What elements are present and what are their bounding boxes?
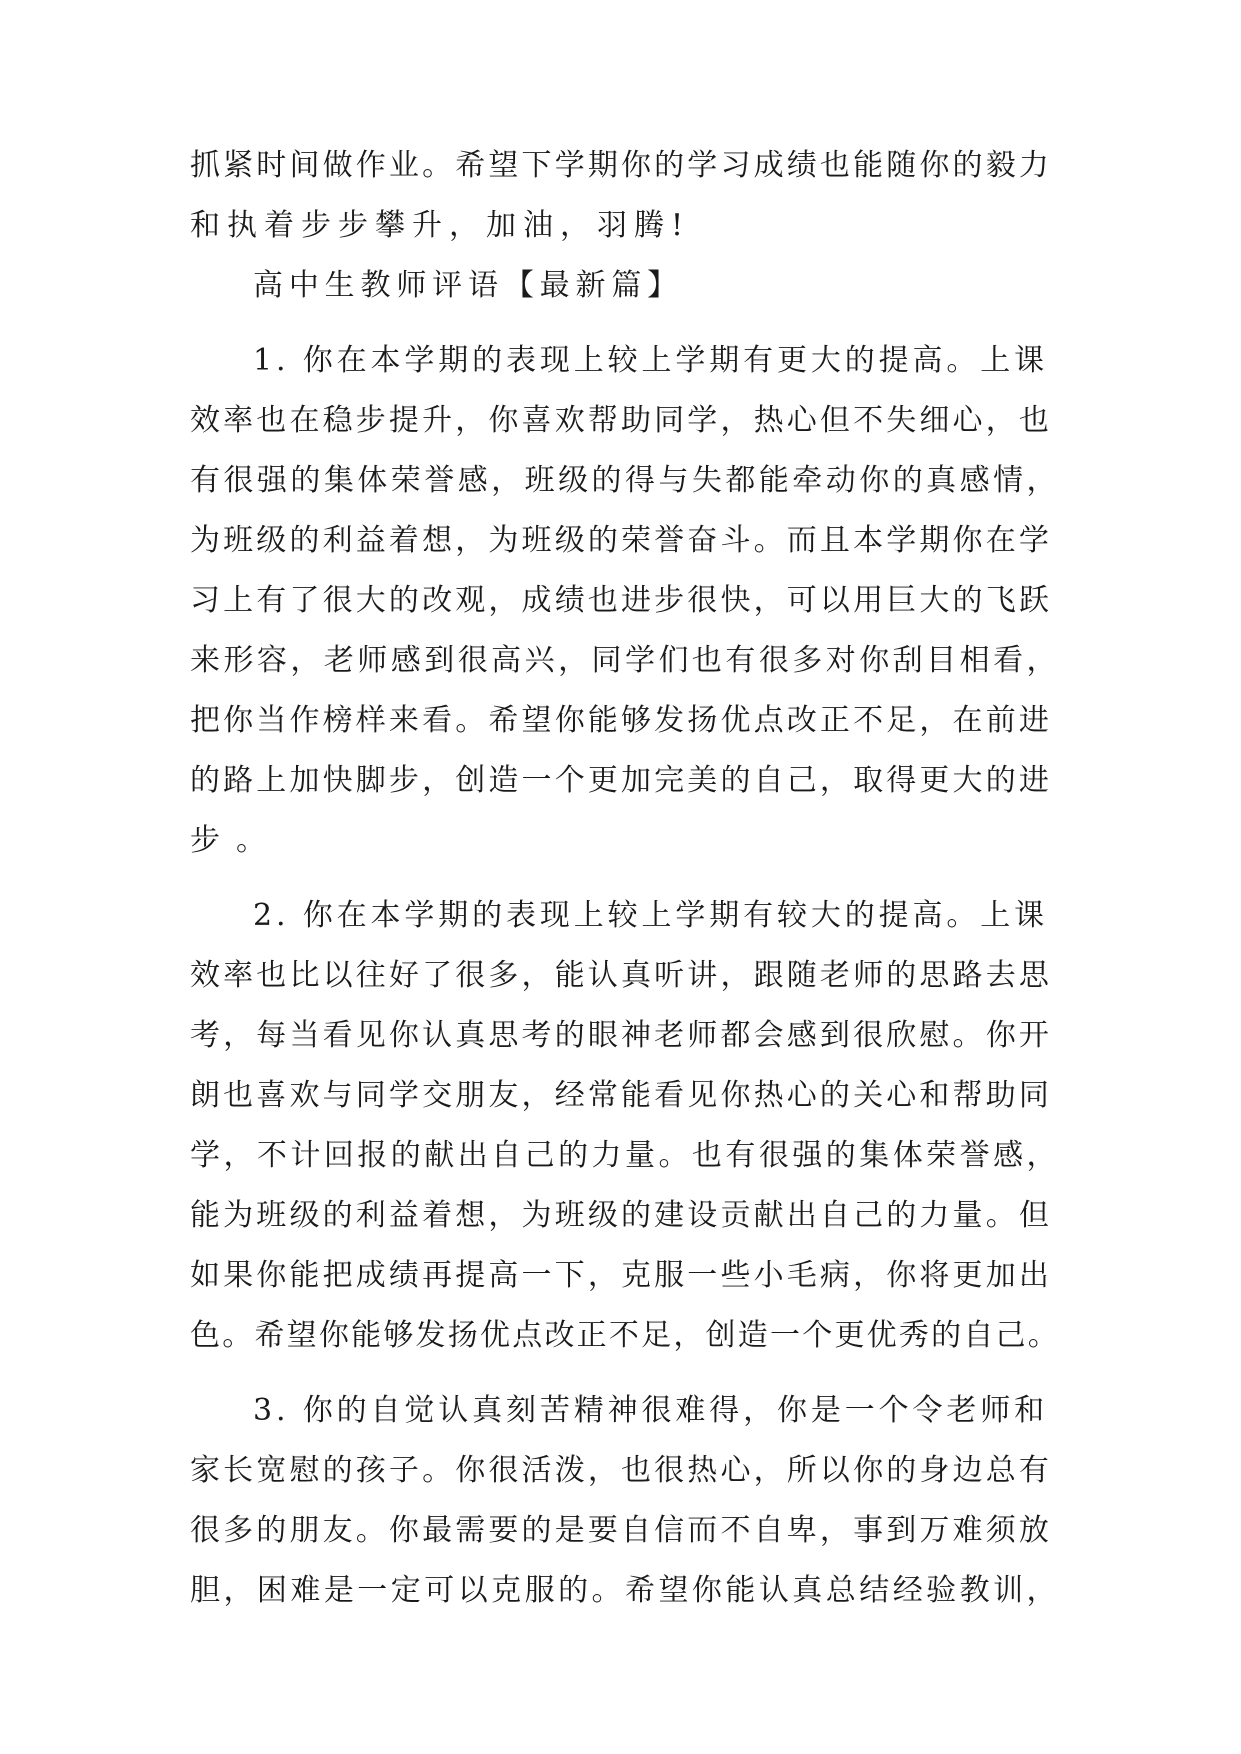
text-line: [0, 691, 1241, 751]
text-line: [0, 631, 1241, 691]
text-line: [0, 946, 1241, 1006]
section-heading-text: 高中生教师评语【最新篇】: [253, 268, 683, 303]
text-line: [0, 1066, 1241, 1126]
text-line: [0, 196, 1241, 256]
text-line: [0, 451, 1241, 511]
text-line-content: 能为班级的利益着想，为班级的建设贡献出自己的力量。但: [190, 1198, 1052, 1233]
text-line: [0, 1126, 1241, 1186]
text-line: [0, 811, 1241, 871]
text-line-content: 胆，困难是一定可以克服的。希望你能认真总结经验教训，: [190, 1573, 1060, 1608]
text-line-content: 如果你能把成绩再提高一下，克服一些小毛病，你将更加出: [190, 1258, 1052, 1293]
text-line-content: 效率也比以往好了很多，能认真听讲，跟随老师的思路去思: [190, 958, 1052, 993]
text-line: [0, 1561, 1241, 1621]
text-line-content: 3. 你的自觉认真刻苦精神很难得，你是一个令老师和: [253, 1393, 1048, 1428]
text-line: [0, 886, 1241, 946]
text-line: [0, 1006, 1241, 1066]
text-line: [0, 511, 1241, 571]
text-line-content: 2. 你在本学期的表现上较上学期有较大的提高。上课: [253, 898, 1048, 933]
text-line-content: 朗也喜欢与同学交朋友，经常能看见你热心的关心和帮助同: [190, 1078, 1052, 1113]
text-line-content: 有很强的集体荣誉感，班级的得与失都能牵动你的真感情，: [190, 463, 1060, 498]
text-line-content: 抓紧时间做作业。希望下学期你的学习成绩也能随你的毅力: [190, 148, 1052, 183]
text-line-content: 习上有了很大的改观，成绩也进步很快，可以用巨大的飞跃: [190, 583, 1052, 618]
text-line: [0, 751, 1241, 811]
text-line-content: 和执着步步攀升，加油，羽腾!: [190, 208, 690, 243]
text-line-content: 把你当作榜样来看。希望你能够发扬优点改正不足，在前进: [190, 703, 1052, 738]
text-line: [0, 1501, 1241, 1561]
text-line-content: 为班级的利益着想，为班级的荣誉奋斗。而且本学期你在学: [190, 523, 1052, 558]
text-line: [0, 331, 1241, 391]
text-line-content: 考，每当看见你认真思考的眼神老师都会感到很欣慰。你开: [190, 1018, 1052, 1053]
text-line: [0, 1441, 1241, 1501]
text-line: [0, 391, 1241, 451]
text-line-content: 色。希望你能够发扬优点改正不足，创造一个更优秀的自己。: [190, 1318, 1060, 1353]
text-line-content: 效率也在稳步提升，你喜欢帮助同学，热心但不失细心，也: [190, 403, 1052, 438]
text-line-content: 学，不计回报的献出自己的力量。也有很强的集体荣誉感，: [190, 1138, 1060, 1173]
text-line-content: 很多的朋友。你最需要的是要自信而不自卑，事到万难须放: [190, 1513, 1052, 1548]
text-line: [0, 1246, 1241, 1306]
text-line-content: 家长宽慰的孩子。你很活泼，也很热心，所以你的身边总有: [190, 1453, 1052, 1488]
text-line: [0, 1186, 1241, 1246]
section-heading: [0, 256, 1241, 316]
text-line: [0, 136, 1241, 196]
text-line: [0, 571, 1241, 631]
text-line-content: 的路上加快脚步，创造一个更加完美的自己，取得更大的进: [190, 763, 1052, 798]
text-line: [0, 1306, 1241, 1366]
text-line-content: 1. 你在本学期的表现上较上学期有更大的提高。上课: [253, 343, 1048, 378]
text-line: [0, 1381, 1241, 1441]
text-line-content: 来形容，老师感到很高兴，同学们也有很多对你刮目相看，: [190, 643, 1060, 678]
text-line-content: 步。: [190, 823, 282, 858]
